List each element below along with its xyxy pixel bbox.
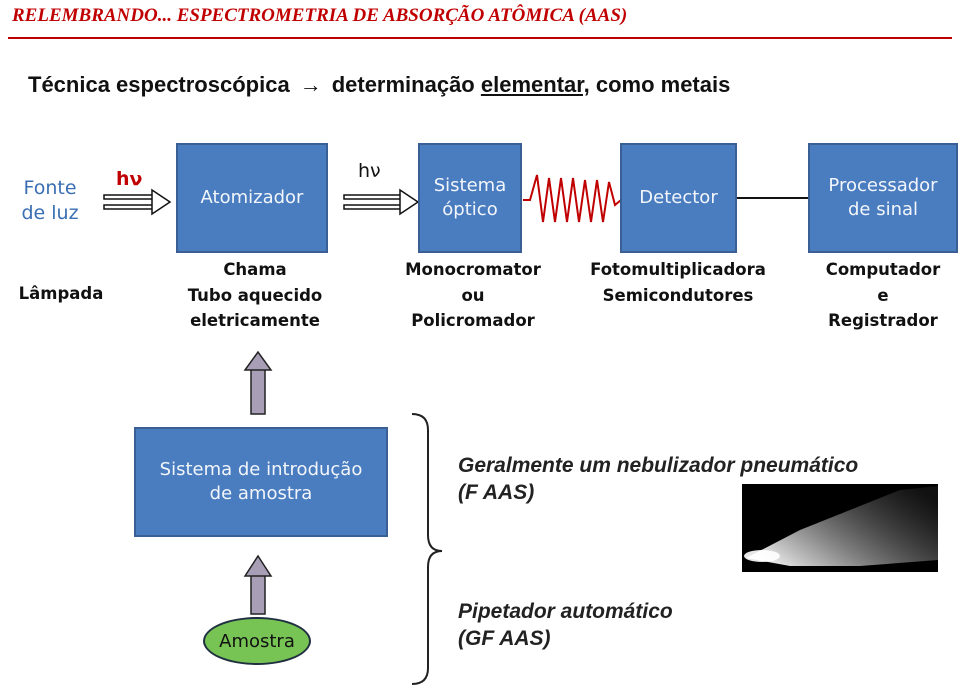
subtitle-mid: determinação	[331, 72, 475, 97]
up-arrow-icon	[245, 556, 271, 614]
detector-examples	[572, 257, 784, 308]
processor-example-3: Registrador	[828, 311, 938, 331]
double-arrow-icon	[344, 190, 418, 214]
optical-system-line1: Sistema	[433, 174, 507, 196]
atomizer-box	[176, 143, 328, 253]
up-arrow-icon	[245, 352, 271, 414]
nebulizer-note-line2: (F AAS)	[458, 481, 535, 505]
light-source	[14, 176, 86, 225]
sample-introduction-line1: Sistema de introdução	[159, 458, 363, 480]
detector-example-2: Semicondutores	[602, 285, 754, 305]
slide-header-title: RELEMBRANDO... ESPECTROMETRIA DE ABSORÇÃO ATÔMICA (AAS)	[12, 5, 628, 26]
processor-example-2: e	[877, 285, 889, 305]
optical-examples	[380, 257, 566, 334]
nebulizer-note	[458, 452, 858, 507]
pipettor-note	[458, 598, 673, 653]
pipettor-note-line1: Pipetador automático	[458, 600, 673, 623]
optical-example-1: Monocromator	[405, 260, 541, 279]
light-wave-icon	[523, 175, 621, 222]
source-example-label: Lâmpada	[18, 284, 104, 303]
sample-label: Amostra	[219, 630, 295, 652]
processor-examples	[800, 257, 960, 334]
sample-introduction-box	[134, 427, 388, 537]
signal-processor-box	[808, 143, 958, 253]
optical-system-line2: óptico	[442, 199, 498, 220]
light-source-line2: de luz	[21, 201, 79, 224]
subtitle-underlined: elementar,	[480, 72, 590, 97]
optical-example-2: ou	[461, 285, 485, 305]
detector-example-1: Fotomultiplicadora	[590, 260, 766, 279]
atomizer-examples	[162, 257, 348, 334]
atomizer-label: Atomizador	[200, 186, 304, 208]
atomizer-example-1: Chama	[223, 260, 287, 279]
sample-oval	[203, 617, 311, 665]
subtitle-tail: como metais	[595, 72, 731, 97]
hv-label-bold: hν	[116, 168, 143, 190]
hv-label: hν	[358, 160, 381, 182]
light-source-line1: Fonte	[23, 177, 77, 199]
sample-introduction-line2: de amostra	[209, 483, 313, 504]
optical-system-box	[418, 143, 522, 253]
atomizer-example-2: Tubo aquecido	[187, 285, 323, 305]
subtitle-lead: Técnica espectroscópica	[28, 72, 290, 97]
detector-box	[620, 143, 737, 253]
processor-example-1: Computador	[825, 260, 941, 279]
signal-processor-line1: Processador	[828, 174, 938, 196]
right-arrow-icon: →	[299, 72, 322, 97]
atomizer-example-3: eletricamente	[190, 311, 320, 331]
curly-bracket-icon	[412, 414, 442, 684]
nebulizer-note-line1: Geralmente um nebulizador pneumático	[458, 454, 859, 477]
double-arrow-icon	[104, 190, 170, 214]
optical-example-3: Policromador	[411, 311, 535, 331]
signal-processor-line2: de sinal	[847, 199, 919, 220]
pipettor-note-line2: (GF AAS)	[458, 627, 551, 651]
detector-label: Detector	[639, 186, 718, 208]
